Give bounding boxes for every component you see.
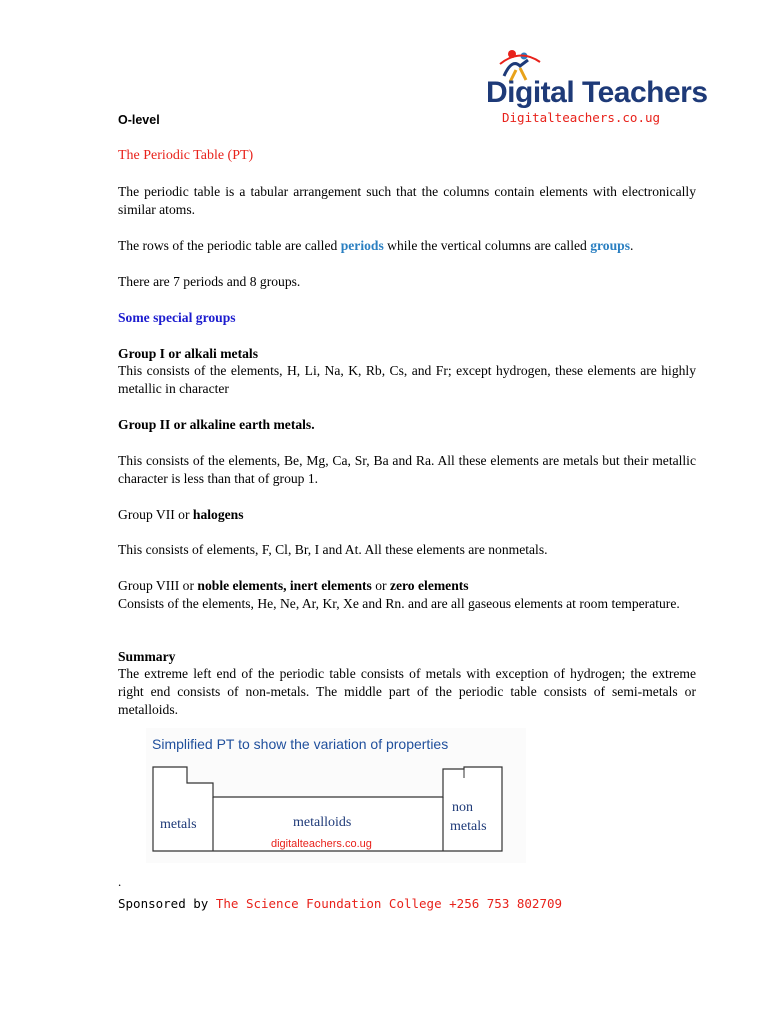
diagram-non-label: non — [452, 800, 473, 815]
group8-heading-text: Group VIII or — [118, 578, 198, 593]
sponsor-line — [118, 896, 562, 911]
group8-heading — [118, 577, 469, 595]
groups-term: groups — [590, 238, 631, 253]
group7-body: This consists of elements, F, Cl, Br, I and At. All these elements are nonmetals. — [118, 542, 548, 557]
diagram-title: Simplified PT to show the variation of properties — [152, 736, 449, 752]
group8-body: Consists of the elements, He, Ne, Ar, Kr, Xe and Rn. and are all gaseous elements at room temperature. — [118, 596, 680, 611]
group7-heading — [118, 506, 244, 524]
counts-paragraph: There are 7 periods and 8 groups. — [118, 274, 301, 289]
special-groups-heading: Some special groups — [118, 310, 236, 325]
simplified-pt-diagram — [146, 728, 526, 863]
halogens-term: halogens — [192, 507, 244, 522]
rows-text-3: . — [630, 238, 634, 253]
periods-term: periods — [340, 238, 384, 253]
diagram-watermark: digitalteachers.co.ug — [271, 838, 372, 850]
summary-heading: Summary — [118, 649, 176, 664]
rows-text-2: while the vertical columns are called — [383, 238, 591, 253]
group1-heading: Group I or alkali metals — [118, 346, 258, 361]
rows-paragraph — [118, 237, 708, 255]
group7-heading-text: Group VII or — [118, 507, 193, 522]
group8-or: or — [371, 578, 390, 593]
digital-teachers-logo — [486, 46, 706, 138]
sponsor-prefix: Sponsored by — [118, 896, 216, 911]
diagram-nonmetals-label: metals — [450, 819, 487, 834]
noble-term: noble elements, inert elements — [197, 578, 372, 593]
page-title: The Periodic Table (PT) — [118, 148, 254, 163]
zero-term: zero elements — [389, 578, 469, 593]
stray-dot: . — [118, 874, 122, 889]
group2-heading: Group II or alkaline earth metals. — [118, 417, 315, 432]
intro-paragraph: The periodic table is a tabular arrangement such that the columns contain elements with electronically similar atoms. — [118, 184, 696, 217]
level-label: O-level — [118, 113, 160, 127]
rows-text-1: The rows of the periodic table are called — [118, 238, 341, 253]
diagram-metals-label: metals — [160, 817, 197, 832]
logo-url: Digitalteachers.co.ug — [502, 110, 661, 125]
sponsor-name: The Science Foundation College +256 753 802709 — [215, 896, 563, 911]
logo-brand-text: Digital Teachers — [486, 76, 708, 109]
group1-body: This consists of the elements, H, Li, Na, K, Rb, Cs, and Fr; except hydrogen, these elements are highly metallic in character — [118, 363, 696, 396]
diagram-metalloids-label: metalloids — [293, 815, 352, 830]
summary-body: The extreme left end of the periodic table consists of metals with exception of hydrogen; the extreme right end consists of non-metals. The middle part of the periodic table consists of semi-metals or metalloids. — [118, 666, 696, 717]
group2-body: This consists of the elements, Be, Mg, Ca, Sr, Ba and Ra. All these elements are metals but their metallic character is less than that of group 1. — [118, 453, 696, 486]
